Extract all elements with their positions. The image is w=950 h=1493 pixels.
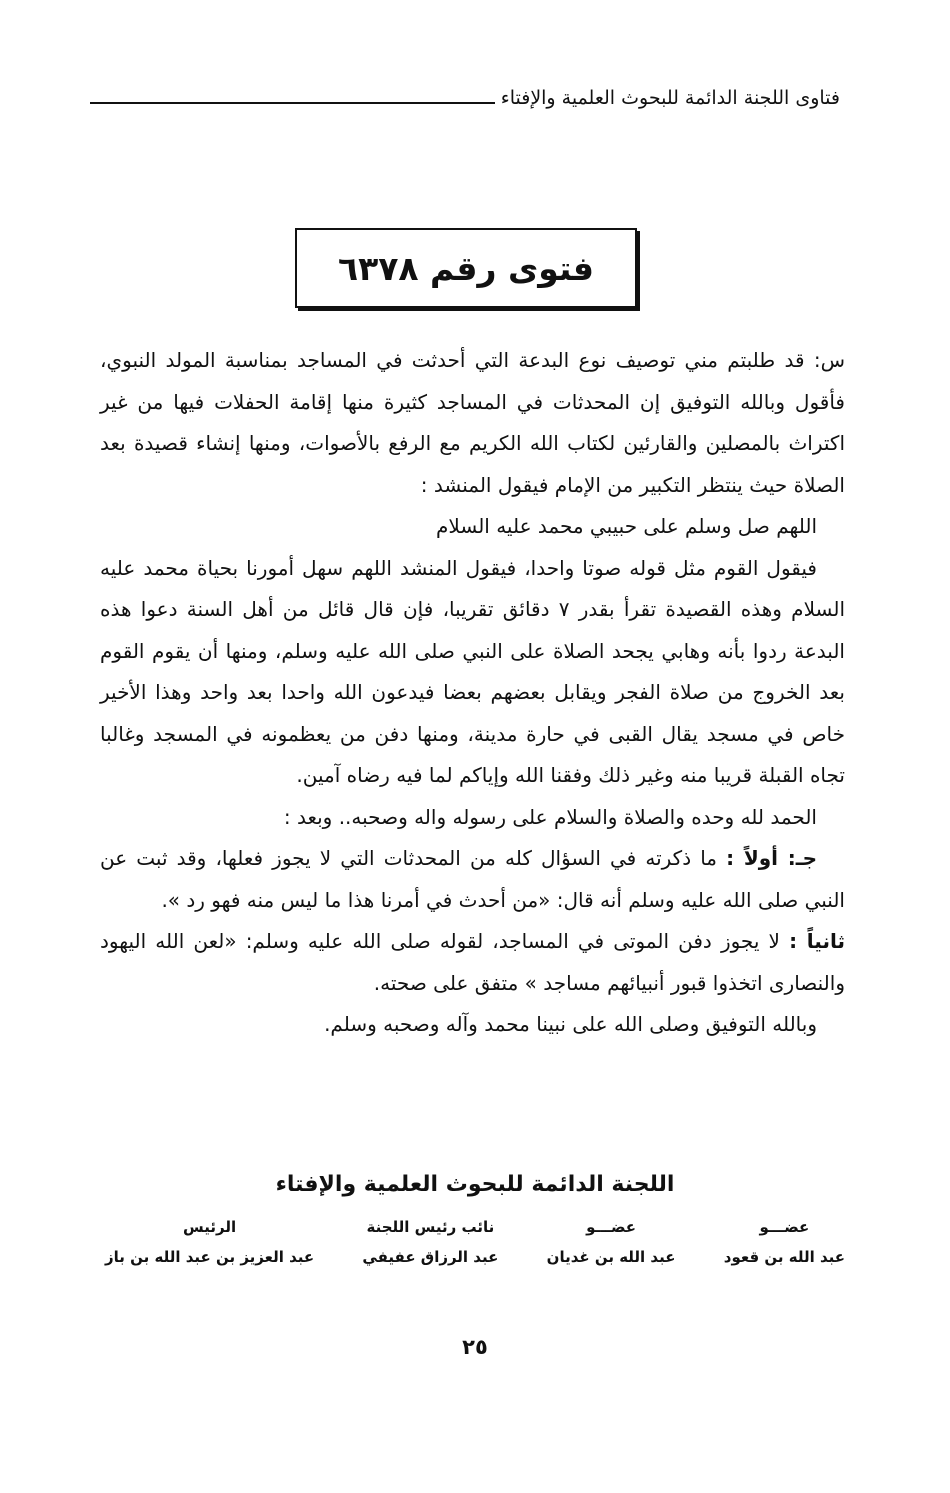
signature-role: الرئيس	[183, 1218, 237, 1236]
running-header-title: فتاوى اللجنة الدائمة للبحوث العلمية والإفتاء	[500, 87, 840, 109]
committee-heading: اللجنة الدائمة للبحوث العلمية والإفتاء	[275, 1172, 675, 1197]
signature-name: عبد الله بن غديان	[546, 1248, 676, 1266]
header-rule	[90, 102, 495, 104]
signature-vice-chair	[362, 1218, 498, 1266]
answer-closing: وبالله التوفيق وصلى الله على نبينا محمد وآله وصحبه وسلم.	[324, 1012, 817, 1036]
answer-second-point	[100, 921, 845, 1004]
first-point-text: ما ذكرته في السؤال كله من المحدثات التي لا يجوز فعلها، وقد ثبت عن النبي صلى الله عليه وسلم أنه قال: «من أحدث في أمرنا هذا ما ليس منه فهو رد ».	[100, 846, 845, 912]
signatures	[105, 1218, 845, 1266]
running-header	[90, 76, 840, 110]
signature-member-1	[724, 1218, 845, 1266]
question-paragraph: س: قد طلبتم مني توصيف نوع البدعة التي أحدثت في المساجد بمناسبة المولد النبوي، فأقول وبالله التوفيق إن المحدثات في المساجد كثيرة منها إقامة الحفلات فيها من غير اكتراث بالمصلين والقارئين لكتاب الله الكريم مع الرفع بالأصوات، ومنها إنشاء قصيدة بعد الصلاة حيث ينتظر التكبير من الإمام فيقول المنشد :	[100, 348, 845, 497]
chant-line: اللهم صل وسلم على حبيبي محمد عليه السلام	[436, 514, 817, 538]
signature-name: عبد الله بن قعود	[723, 1248, 845, 1266]
signature-member-2	[547, 1218, 676, 1266]
signature-role: نائب رئيس اللجنة	[366, 1218, 495, 1236]
answer-first-point	[100, 838, 845, 921]
signature-role: عضـــو	[759, 1218, 810, 1236]
answer-opening: الحمد لله وحده والصلاة والسلام على رسوله واله وصحبه.. وبعد :	[283, 804, 817, 829]
fatwa-title-box	[295, 228, 637, 308]
page-number: ٢٥	[462, 1335, 488, 1359]
signature-chair	[105, 1218, 314, 1266]
question-paragraph-continued: فيقول القوم مثل قوله صوتا واحدا، فيقول المنشد اللهم سهل أمورنا بحياة محمد عليه السلام وهذه القصيدة تقرأ بقدر ٧ دقائق تقريبا، فإن قال قائل من أهل السنة دعوا هذه البدعة ردوا بأنه وهابي يجحد الصلاة على النبي صلى الله عليه وسلم، ومنها أن يقوم القوم بعد الخروج من صلاة الفجر ويقابل بعضهم بعضا فيدعون الله واحدا بعد واحد وهذا الأخير خاص في مسجد يقال القبى في حارة مدينة، ومنها دفن من يعظمونه في المسجد وغالبا تجاه القبلة قريبا منه وغير ذلك وفقنا الله وإياكم لما فيه رضاه آمين.	[100, 555, 845, 787]
first-point-label: جـ: أولاً :	[726, 846, 818, 870]
fatwa-title: فتوى رقم ٦٣٧٨	[337, 248, 595, 288]
signature-role: عضـــو	[586, 1218, 636, 1236]
second-point-label: ثانياً :	[789, 929, 846, 953]
signature-name: عبد العزيز بن عبد الله بن باز	[105, 1248, 315, 1266]
fatwa-body	[100, 340, 845, 1046]
second-point-text: لا يجوز دفن الموتى في المساجد، لقوله صلى الله عليه وسلم: «لعن الله اليهود والنصارى اتخذوا قبور أنبيائهم مساجد » متفق على صحته.	[100, 929, 845, 995]
signature-name: عبد الرزاق عفيفي	[362, 1248, 499, 1266]
